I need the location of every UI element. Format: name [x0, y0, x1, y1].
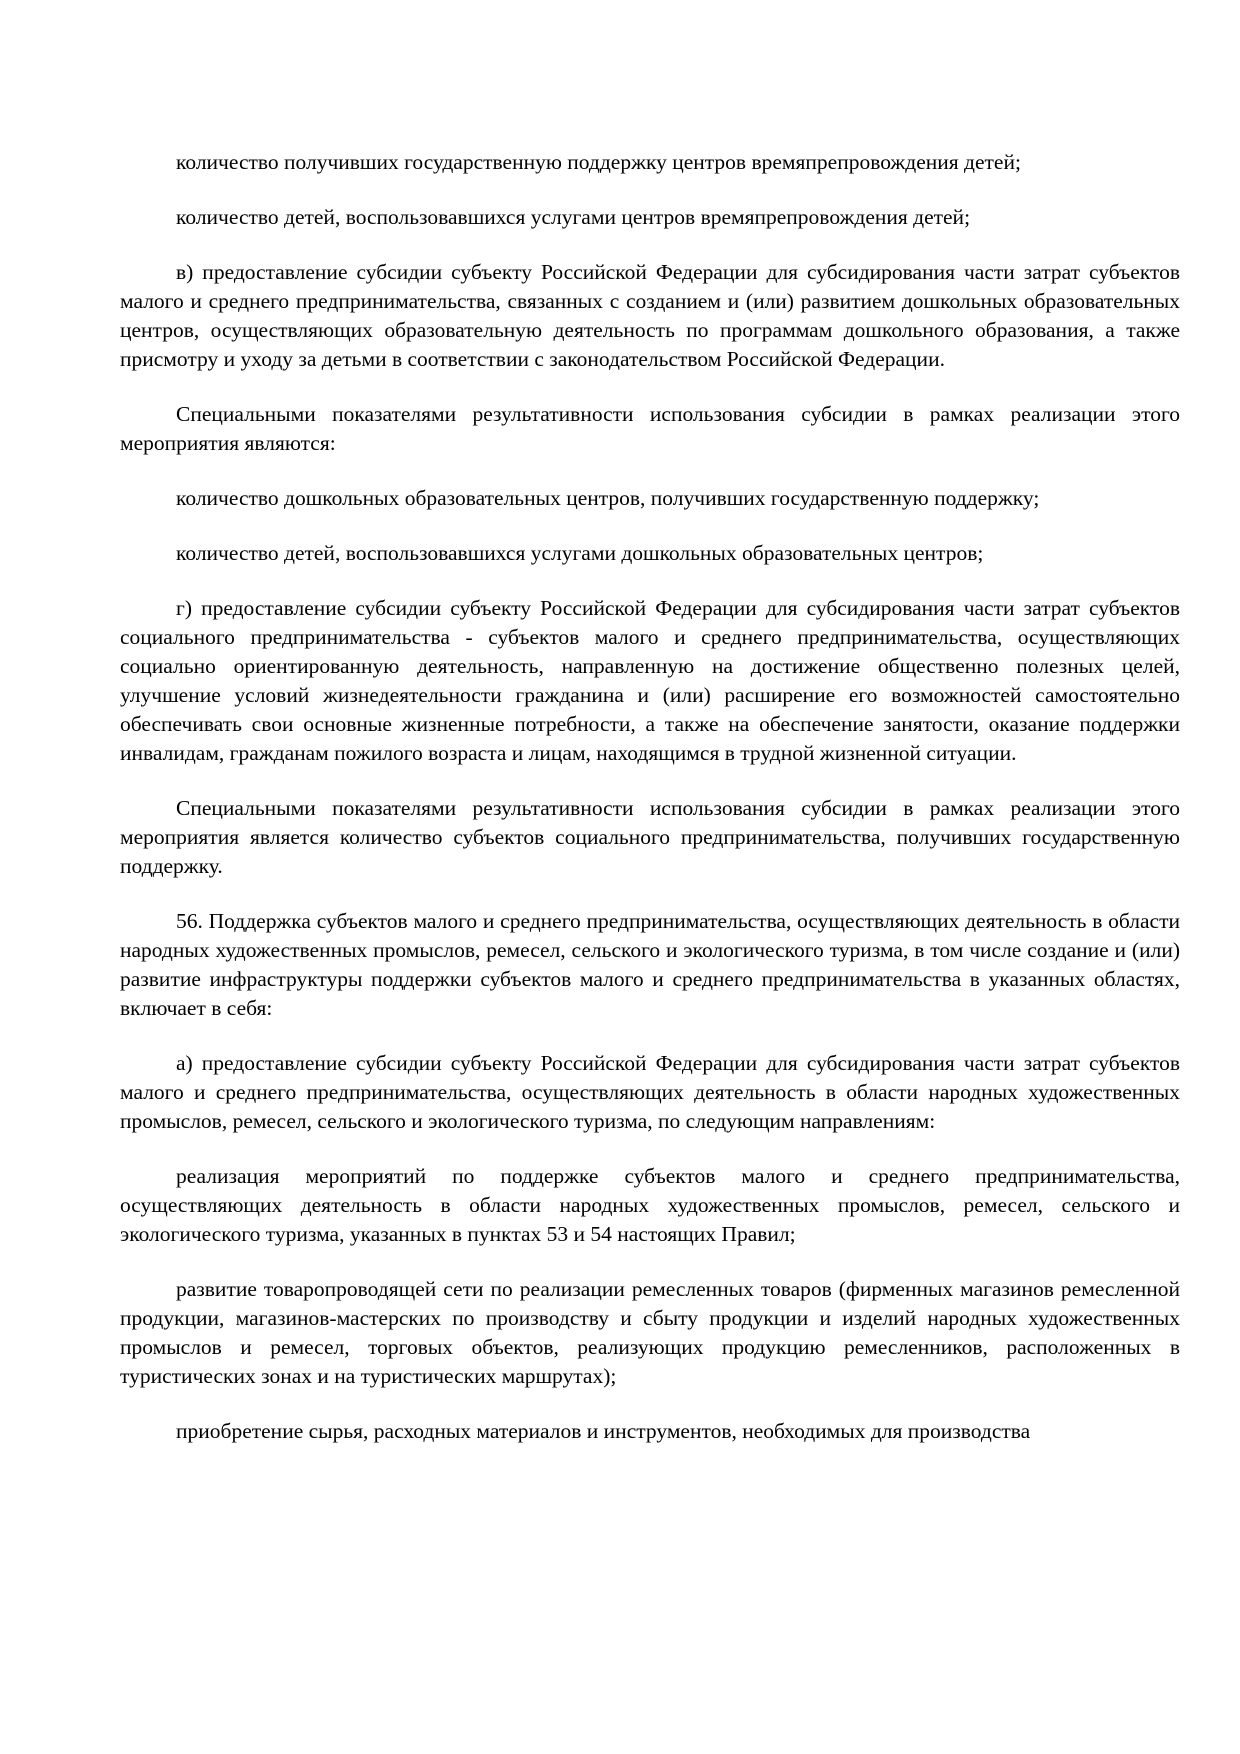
paragraph: количество детей, воспользовавшихся услугами центров времяпрепровождения детей; [176, 205, 971, 229]
paragraph: 56. Поддержка субъектов малого и среднего предпринимательства, осуществляющих деятельность в области народных художественных промыслов, ремесел, сельского и экологического туризма, в том числе создание и (или) развитие инфраструктуры поддержки субъектов малого и среднего предпринимательства в указанных областях, включает в себя: [120, 909, 1180, 1020]
paragraph: а) предоставление субсидии субъекту Российской Федерации для субсидирования части затрат субъектов малого и среднего предпринимательства, осуществляющих деятельность в области народных художественных промыслов, ремесел, сельского и экологического туризма, по следующим направлениям: [120, 1051, 1180, 1133]
paragraph: реализация мероприятий по поддержке субъектов малого и среднего предпринимательства, осуществляющих деятельность в области народных художественных промыслов, ремесел, сельского и экологического туризма, указанных в пунктах 53 и 54 настоящих Правил; [120, 1164, 1180, 1246]
paragraph: развитие товаропроводящей сети по реализации ремесленных товаров (фирменных магазинов ремесленной продукции, магазинов-мастерских по производству и сбыту продукции и изделий народных художественных промыслов и ремесел, торговых объектов, реализующих продукцию ремесленников, расположенных в туристических зонах и на туристических маршрутах); [120, 1277, 1180, 1388]
paragraph: г) предоставление субсидии субъекту Российской Федерации для субсидирования части затрат субъектов социального предпринимательства - субъектов малого и среднего предпринимательства, осуществляющих социально ориентированную деятельность, направленную на достижение общественно полезных целей, улучшение условий жизнедеятельности гражданина и (или) расширение его возможностей самостоятельно обеспечивать свои основные жизненные потребности, а также на обеспечение занятости, оказание поддержки инвалидам, гражданам пожилого возраста и лицам, находящимся в трудной жизненной ситуации. [120, 596, 1180, 765]
document-page [120, 148, 1180, 1472]
paragraph: в) предоставление субсидии субъекту Российской Федерации для субсидирования части затрат субъектов малого и среднего предпринимательства, связанных с созданием и (или) развитием дошкольных образовательных центров, осуществляющих образовательную деятельность по программам дошкольного образования, а также присмотру и уходу за детьми в соответствии с законодательством Российской Федерации. [120, 260, 1180, 371]
paragraph: количество дошкольных образовательных центров, получивших государственную поддержку; [176, 486, 1040, 510]
paragraph: количество детей, воспользовавшихся услугами дошкольных образовательных центров; [176, 541, 984, 565]
paragraph: количество получивших государственную поддержку центров времяпрепровождения детей; [176, 150, 1021, 174]
paragraph: Специальными показателями результативности использования субсидии в рамках реализации этого мероприятия является количество субъектов социального предпринимательства, получивших государственную поддержку. [120, 796, 1180, 878]
paragraph: приобретение сырья, расходных материалов и инструментов, необходимых для производства [176, 1419, 1031, 1443]
paragraph: Специальными показателями результативности использования субсидии в рамках реализации этого мероприятия являются: [120, 402, 1180, 455]
